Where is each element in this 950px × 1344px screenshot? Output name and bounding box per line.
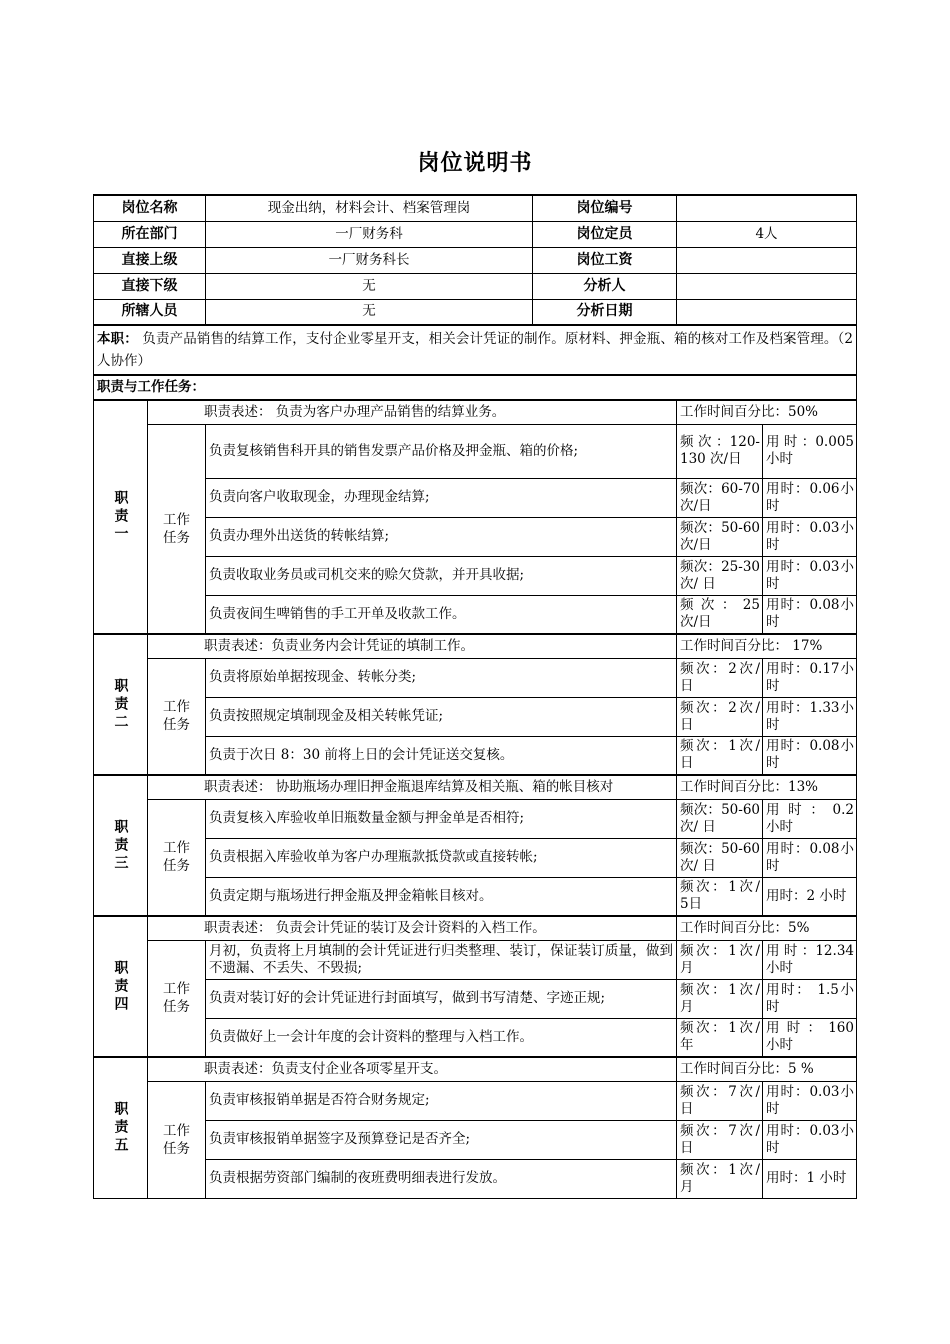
job-description-table — [93, 194, 857, 1199]
task-frequency: 频次：1次/ 月 — [677, 1159, 763, 1198]
task-row — [94, 940, 857, 979]
duty-name-text: 职责四 — [112, 959, 129, 1014]
duty-desc-row — [94, 1057, 857, 1081]
task-duration: 用时：0.08小时 — [763, 595, 857, 634]
field-label: 岗位编号 — [533, 195, 677, 221]
header-row — [94, 299, 857, 325]
task-text: 负责复核入库验收单旧瓶数量金额与押金单是否相符; — [206, 799, 677, 838]
task-duration: 用 时 ： 0.2小时 — [763, 799, 857, 838]
task-text: 负责收取业务员或司机交来的赊欠贷款，并开具收据; — [206, 556, 677, 595]
task-duration: 用时：1.33小时 — [763, 697, 857, 736]
task-row — [94, 478, 857, 517]
duty-description: 职责表述： 负责会计凭证的装订及会计资料的入档工作。 — [148, 916, 677, 940]
task-text: 负责做好上一会计年度的会计资料的整理与入档工作。 — [206, 1018, 677, 1057]
task-text: 负责审核报销单据签字及预算登记是否齐全; — [206, 1120, 677, 1159]
benzhi-label: 本职： — [97, 331, 138, 347]
header-row — [94, 195, 857, 221]
benzhi-text: 负责产品销售的结算工作，支付企业零星开支，相关会计凭证的制作。原材料、押金瓶、箱的核对工作及档案管理。（2人协作） — [97, 331, 854, 369]
duty-time-percent: 工作时间百分比：13% — [677, 775, 857, 799]
task-frequency: 频次：1次/ 日 — [677, 736, 763, 775]
field-value: 一厂财务科长 — [206, 247, 533, 273]
task-text: 负责夜间生啤销售的手工开单及收款工作。 — [206, 595, 677, 634]
task-text: 负责对装订好的会计凭证进行封面填写，做到书写清楚、字迹正规; — [206, 979, 677, 1018]
duty-name-text: 职责二 — [112, 677, 129, 732]
duty-name — [94, 916, 148, 1057]
task-row — [94, 1159, 857, 1198]
field-value — [677, 273, 857, 299]
task-duration: 用时： 1.5小时 — [763, 979, 857, 1018]
task-text: 负责审核报销单据是否符合财务规定; — [206, 1081, 677, 1120]
duties-title: 职责与工作任务： — [94, 375, 857, 400]
task-row — [94, 1120, 857, 1159]
duty-desc-row — [94, 775, 857, 799]
task-duration: 用时：0.03小时 — [763, 517, 857, 556]
task-text: 负责根据入库验收单为客户办理瓶款抵贷款或直接转帐; — [206, 838, 677, 877]
task-text: 负责复核销售科开具的销售发票产品价格及押金瓶、箱的价格; — [206, 424, 677, 478]
duty-name — [94, 634, 148, 775]
duty-name — [94, 400, 148, 634]
field-label: 岗位定员 — [533, 221, 677, 247]
task-row — [94, 424, 857, 478]
field-value: 一厂财务科 — [206, 221, 533, 247]
task-row — [94, 517, 857, 556]
task-duration: 用时：0.06小时 — [763, 478, 857, 517]
task-frequency: 频次：1次/年 — [677, 1018, 763, 1057]
work-task-label — [148, 940, 206, 1057]
field-label: 岗位工资 — [533, 247, 677, 273]
duty-desc-row — [94, 400, 857, 424]
field-value: 4人 — [677, 221, 857, 247]
duty-name — [94, 775, 148, 916]
field-value — [677, 299, 857, 325]
work-task-label — [148, 1081, 206, 1198]
duty-description: 职责表述： 负责为客户办理产品销售的结算业务。 — [148, 400, 677, 424]
task-duration: 用时：2 小时 — [763, 877, 857, 916]
task-text: 负责于次日 8：30 前将上日的会计凭证送交复核。 — [206, 736, 677, 775]
task-row — [94, 556, 857, 595]
field-value: 现金出纳，材料会计、档案管理岗 — [206, 195, 533, 221]
field-value — [677, 195, 857, 221]
field-label: 岗位名称 — [94, 195, 206, 221]
task-frequency: 频次：1次/ 5日 — [677, 877, 763, 916]
work-task-label — [148, 424, 206, 634]
task-frequency: 频次：1次/月 — [677, 979, 763, 1018]
duty-description: 职责表述： 协助瓶场办理旧押金瓶退库结算及相关瓶、箱的帐目核对 — [148, 775, 677, 799]
field-label: 直接下级 — [94, 273, 206, 299]
task-row — [94, 838, 857, 877]
task-row — [94, 1081, 857, 1120]
task-duration: 用时：1 小时 — [763, 1159, 857, 1198]
duty-time-percent: 工作时间百分比：5 % — [677, 1057, 857, 1081]
work-task-label — [148, 658, 206, 775]
task-frequency: 频次：60-70次/日 — [677, 478, 763, 517]
field-label: 分析日期 — [533, 299, 677, 325]
task-frequency: 频次：50-60次/ 日 — [677, 838, 763, 877]
task-frequency: 频次：25-30次/ 日 — [677, 556, 763, 595]
task-frequency: 频 次 ：120-130 次/日 — [677, 424, 763, 478]
task-text: 负责办理外出送货的转帐结算; — [206, 517, 677, 556]
duty-time-percent: 工作时间百分比：5% — [677, 916, 857, 940]
duty-name-text: 职责五 — [112, 1100, 129, 1155]
task-row — [94, 1018, 857, 1057]
task-row — [94, 799, 857, 838]
task-row — [94, 877, 857, 916]
task-row — [94, 979, 857, 1018]
field-value: 无 — [206, 273, 533, 299]
duty-description: 职责表述：负责支付企业各项零星开支。 — [148, 1057, 677, 1081]
task-duration: 用时：0.03小时 — [763, 556, 857, 595]
field-label: 直接上级 — [94, 247, 206, 273]
task-duration: 用时：0.03小时 — [763, 1081, 857, 1120]
document-title: 岗位说明书 — [417, 151, 533, 176]
work-task-label-text: 工作任务 — [163, 840, 190, 875]
work-task-label-text: 工作任务 — [163, 981, 190, 1016]
header-row — [94, 247, 857, 273]
task-frequency: 频次：2次/ 日 — [677, 697, 763, 736]
duty-name-text: 职责一 — [112, 490, 129, 544]
duty-desc-row — [94, 634, 857, 658]
work-task-label — [148, 799, 206, 916]
task-frequency: 频次：2次/ 日 — [677, 658, 763, 697]
task-duration: 用 时 ：0.005 小时 — [763, 424, 857, 478]
duty-description: 职责表述：负责业务内会计凭证的填制工作。 — [148, 634, 677, 658]
field-value — [677, 247, 857, 273]
task-duration: 用 时 ：12.34小时 — [763, 940, 857, 979]
task-text: 负责根据劳资部门编制的夜班费明细表进行发放。 — [206, 1159, 677, 1198]
duty-name — [94, 1057, 148, 1198]
task-text: 月初，负责将上月填制的会计凭证进行归类整理、装订，保证装订质量，做到不遗漏、不丢失、不毁损; — [206, 940, 677, 979]
task-frequency: 频 次 ： 25次/日 — [677, 595, 763, 634]
task-text: 负责定期与瓶场进行押金瓶及押金箱帐目核对。 — [206, 877, 677, 916]
task-text: 负责向客户收取现金，办理现金结算; — [206, 478, 677, 517]
task-duration: 用时：0.03小时 — [763, 1120, 857, 1159]
work-task-label-text: 工作任务 — [163, 699, 190, 734]
task-frequency: 频次：7次/ 日 — [677, 1120, 763, 1159]
work-task-label-text: 工作任务 — [163, 511, 190, 546]
duty-desc-row — [94, 916, 857, 940]
duty-time-percent: 工作时间百分比：50% — [677, 400, 857, 424]
task-text: 负责将原始单据按现金、转帐分类; — [206, 658, 677, 697]
task-duration: 用时：0.08小时 — [763, 736, 857, 775]
field-label: 分析人 — [533, 273, 677, 299]
task-text: 负责按照规定填制现金及相关转帐凭证; — [206, 697, 677, 736]
task-row — [94, 595, 857, 634]
field-value: 无 — [206, 299, 533, 325]
task-row — [94, 658, 857, 697]
task-duration: 用时：0.08小时 — [763, 838, 857, 877]
field-label: 所辖人员 — [94, 299, 206, 325]
task-frequency: 频次：50-60次/ 日 — [677, 799, 763, 838]
header-row — [94, 221, 857, 247]
duty-name-text: 职责三 — [112, 818, 129, 873]
header-row — [94, 273, 857, 299]
field-label: 所在部门 — [94, 221, 206, 247]
task-duration: 用时：0.17小时 — [763, 658, 857, 697]
task-duration: 用 时 ： 160小时 — [763, 1018, 857, 1057]
task-frequency: 频次：1次/月 — [677, 940, 763, 979]
task-row — [94, 697, 857, 736]
task-frequency: 频次：7次/ 日 — [677, 1081, 763, 1120]
task-row — [94, 736, 857, 775]
task-frequency: 频次：50-60次/日 — [677, 517, 763, 556]
duty-time-percent: 工作时间百分比： 17% — [677, 634, 857, 658]
work-task-label-text: 工作任务 — [163, 1122, 190, 1157]
benzhi-cell — [94, 325, 857, 375]
